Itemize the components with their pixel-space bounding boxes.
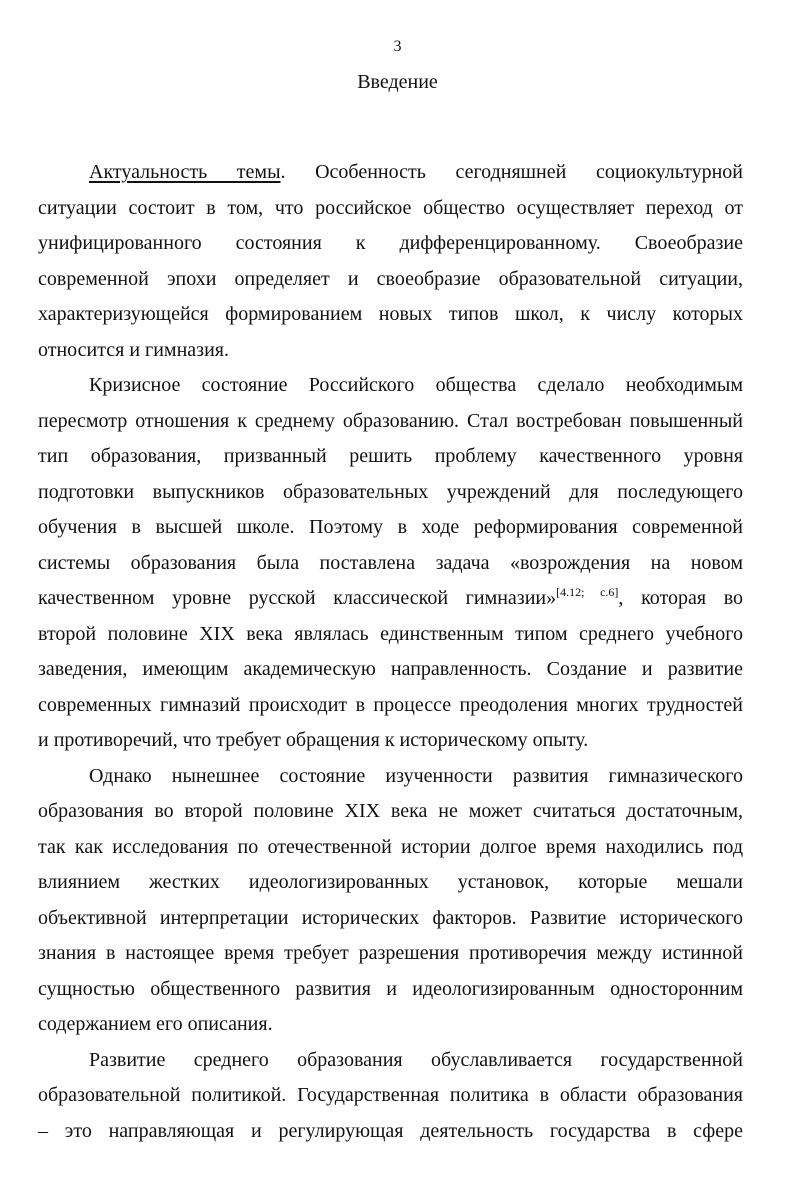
paragraph-3-line-1: Однако нынешнее состояние изученности развития гимназического (89, 764, 743, 787)
text-line: современных гимназий происходит в процессе преодоления многих трудностей (38, 693, 743, 716)
topic-heading: Актуальность темы (89, 161, 281, 183)
text-line: – это направляющая и регулирующая деятельность государства в сфере (38, 1119, 743, 1142)
text-line: знания в настоящее время требует разрешения противоречия между истинной (38, 942, 743, 964)
text-line: системы образования была поставлена задача «возрождения на новом (38, 551, 743, 574)
text-line: образования во второй половине XIX века не может считаться достаточным, (38, 800, 743, 822)
text-line: современной эпохи определяет и своеобразие образовательной ситуации, (38, 267, 743, 290)
paragraph-1-line-1: Актуальность темы. Особенность сегодняшней социокультурной (89, 161, 743, 183)
text-line: заведения, имеющим академическую направленность. Создание и развитие (38, 658, 743, 680)
text-line: относится и гимназия. (38, 338, 229, 361)
paragraph-2-line-1: Кризисное состояние Российского общества сделало необходимым (89, 374, 743, 396)
page-number: 3 (393, 38, 402, 55)
text-line: унифицированного состояния к дифференцированному. Своеобразие (38, 232, 743, 254)
body-text (38, 155, 743, 1149)
text-line: влиянием жестких идеологизированных установок, которые мешали (38, 871, 743, 893)
page-title: Введение (357, 71, 438, 93)
text-line: объективной интерпретации исторических факторов. Развитие исторического (38, 906, 743, 929)
text-line: подготовки выпускников образовательных учреждений для последующего (38, 480, 743, 503)
text-line: и противоречий, что требует обращения к историческому опыту. (38, 729, 589, 751)
citation-line: качественном уровне русской классической гимназии»[4.12; с.6], которая во (38, 585, 744, 609)
citation-reference: [4.12; с.6] (556, 585, 619, 599)
text-line: тип образования, призванный решить проблему качественного уровня (38, 445, 743, 467)
text-line: обучения в высшей школе. Поэтому в ходе реформирования современной (38, 516, 743, 538)
text-line: второй половине XIX века являлась единственным типом среднего учебного (38, 622, 743, 645)
text-line: пересмотр отношения к среднему образованию. Стал востребован повышенный (38, 409, 743, 432)
text-line: образовательной политикой. Государственная политика в области образования (38, 1084, 743, 1106)
text-line: содержанием его описания. (38, 1013, 273, 1035)
text-line: сущностью общественного развития и идеологизированным односторонним (38, 977, 743, 1000)
paragraph-4-line-1: Развитие среднего образования обуславливается государственной (89, 1048, 743, 1071)
text-line: так как исследования по отечественной истории долгое время находились под (38, 835, 743, 858)
text-line: характеризующейся формированием новых типов школ, к числу которых (38, 303, 743, 325)
text-line: ситуации состоит в том, что российское общество осуществляет переход от (38, 196, 743, 219)
